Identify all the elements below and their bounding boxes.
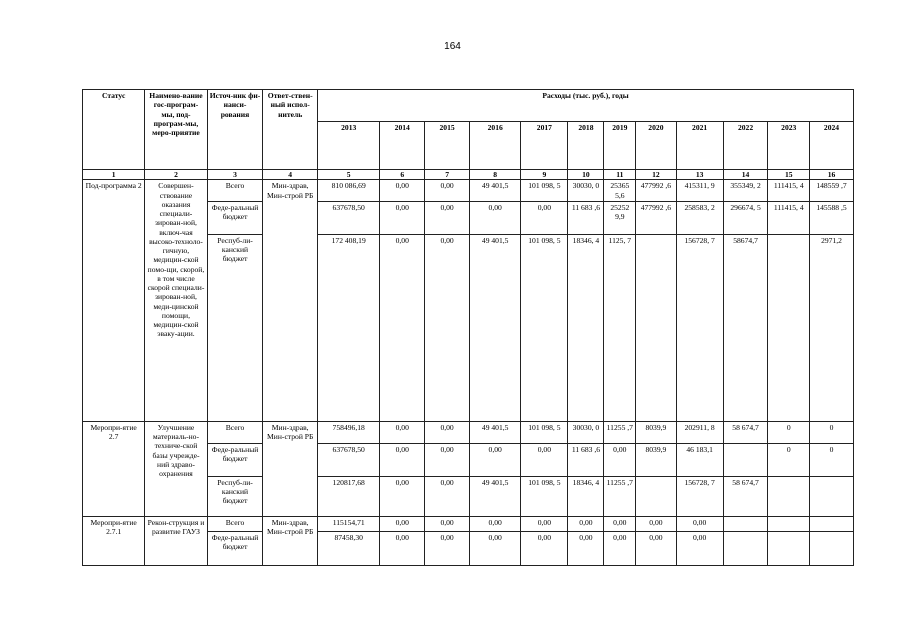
expense-value: 258583, 2 bbox=[676, 201, 723, 234]
header-year: 2021 bbox=[676, 122, 723, 170]
expense-value: 58 674,7 bbox=[723, 421, 768, 443]
expense-value: 0,00 bbox=[470, 516, 521, 531]
column-number: 13 bbox=[676, 170, 723, 180]
expense-value: 2971,2 bbox=[810, 234, 854, 421]
table-row bbox=[83, 516, 854, 531]
column-number: 14 bbox=[723, 170, 768, 180]
column-number: 3 bbox=[207, 170, 263, 180]
expense-value bbox=[810, 531, 854, 565]
expense-value bbox=[636, 476, 676, 516]
expense-value bbox=[723, 443, 768, 476]
header-executor: Ответ-ствен-ный испол-нитель bbox=[263, 90, 318, 170]
expense-value: 11255 ,7 bbox=[604, 476, 636, 516]
page-number: 164 bbox=[444, 41, 461, 52]
section-executor: Мин-здрав, Мин-строй РБ bbox=[263, 421, 318, 516]
expense-value: 758496,18 bbox=[318, 421, 380, 443]
expense-value: 49 401,5 bbox=[470, 476, 521, 516]
expense-value: 111415, 4 bbox=[768, 180, 810, 202]
expense-value: 49 401,5 bbox=[470, 234, 521, 421]
expense-value bbox=[810, 516, 854, 531]
expense-value: 0,00 bbox=[425, 180, 470, 202]
table-row bbox=[83, 180, 854, 202]
column-number: 6 bbox=[380, 170, 425, 180]
header-year: 2015 bbox=[425, 122, 470, 170]
expense-value: 58674,7 bbox=[723, 234, 768, 421]
expense-value: 172 408,19 bbox=[318, 234, 380, 421]
header-name: Наимено-вание гос-програм-мы, под-програм-мы, меро-приятие bbox=[145, 90, 207, 170]
column-number: 5 bbox=[318, 170, 380, 180]
expense-value: 156728, 7 bbox=[676, 234, 723, 421]
section-executor: Мин-здрав, Мин-строй РБ bbox=[263, 516, 318, 565]
expense-value: 0,00 bbox=[380, 201, 425, 234]
expense-value: 18346, 4 bbox=[568, 476, 604, 516]
expense-value: 0,00 bbox=[425, 443, 470, 476]
expense-value: 25252 9,9 bbox=[604, 201, 636, 234]
expense-value: 1125, 7 bbox=[604, 234, 636, 421]
expense-value: 0 bbox=[768, 443, 810, 476]
expense-value: 8039,9 bbox=[636, 443, 676, 476]
expense-value: 46 183,1 bbox=[676, 443, 723, 476]
expense-value: 156728, 7 bbox=[676, 476, 723, 516]
header-source: Источ-ник фи-нанси-рования bbox=[207, 90, 263, 170]
expense-value: 0,00 bbox=[425, 201, 470, 234]
header-year: 2022 bbox=[723, 122, 768, 170]
header-year: 2019 bbox=[604, 122, 636, 170]
expense-value: 810 086,69 bbox=[318, 180, 380, 202]
expense-value: 120817,68 bbox=[318, 476, 380, 516]
expense-value: 49 401,5 bbox=[470, 180, 521, 202]
expense-value: 8039,9 bbox=[636, 421, 676, 443]
funding-source: Феде-ральный бюджет bbox=[207, 201, 263, 234]
expense-value: 637678,50 bbox=[318, 443, 380, 476]
header-year: 2023 bbox=[768, 122, 810, 170]
expense-value: 101 098, 5 bbox=[521, 476, 568, 516]
expense-value: 0,00 bbox=[604, 443, 636, 476]
section-name: Рекон-струкция и развитие ГАУЗ bbox=[145, 516, 207, 565]
funding-source: Респуб-ли-канский бюджет bbox=[207, 476, 263, 516]
expense-value: 115154,71 bbox=[318, 516, 380, 531]
header-year: 2017 bbox=[521, 122, 568, 170]
funding-source: Феде-ральный бюджет bbox=[207, 531, 263, 565]
column-number: 10 bbox=[568, 170, 604, 180]
expense-value: 101 098, 5 bbox=[521, 234, 568, 421]
header-year: 2014 bbox=[380, 122, 425, 170]
expense-value: 58 674,7 bbox=[723, 476, 768, 516]
expense-value: 0 bbox=[810, 421, 854, 443]
expense-value: 0,00 bbox=[521, 516, 568, 531]
expense-value bbox=[768, 234, 810, 421]
expense-value: 101 098, 5 bbox=[521, 180, 568, 202]
section-name: Улучшение материаль-но-техниче-ской базы учрежде-ний здраво-охранения bbox=[145, 421, 207, 516]
expense-value: 30030, 0 bbox=[568, 421, 604, 443]
expense-value: 0,00 bbox=[521, 201, 568, 234]
expense-value: 0 bbox=[810, 443, 854, 476]
expense-value: 0,00 bbox=[380, 234, 425, 421]
expense-value bbox=[768, 531, 810, 565]
column-number: 16 bbox=[810, 170, 854, 180]
expense-value: 0,00 bbox=[470, 201, 521, 234]
section-executor: Мин-здрав, Мин-строй РБ bbox=[263, 180, 318, 422]
expense-value: 0,00 bbox=[521, 531, 568, 565]
expense-value bbox=[723, 531, 768, 565]
expense-value: 11 683 ,6 bbox=[568, 443, 604, 476]
expense-value: 0,00 bbox=[425, 421, 470, 443]
expense-value: 0,00 bbox=[676, 531, 723, 565]
column-number: 4 bbox=[263, 170, 318, 180]
expense-value: 49 401,5 bbox=[470, 421, 521, 443]
expense-value: 637678,50 bbox=[318, 201, 380, 234]
section-status: Меропри-ятие 2.7.1 bbox=[83, 516, 145, 565]
expense-value: 296674, 5 bbox=[723, 201, 768, 234]
header-status: Статус bbox=[83, 90, 145, 170]
expense-value: 0,00 bbox=[604, 531, 636, 565]
expense-value: 0,00 bbox=[425, 476, 470, 516]
expense-value bbox=[768, 476, 810, 516]
expense-value: 145588 ,5 bbox=[810, 201, 854, 234]
section-status: Меропри-ятие 2.7 bbox=[83, 421, 145, 516]
column-number: 2 bbox=[145, 170, 207, 180]
funding-source: Респуб-ли-канский бюджет bbox=[207, 234, 263, 421]
header-expenses: Расходы (тыс. руб.), годы bbox=[318, 90, 854, 122]
column-number: 11 bbox=[604, 170, 636, 180]
expense-value: 101 098, 5 bbox=[521, 421, 568, 443]
funding-source: Всего bbox=[207, 421, 263, 443]
expense-value: 0,00 bbox=[380, 443, 425, 476]
column-number: 15 bbox=[768, 170, 810, 180]
expense-value: 0,00 bbox=[380, 421, 425, 443]
table-row bbox=[83, 421, 854, 443]
expense-value: 25365 5,6 bbox=[604, 180, 636, 202]
expense-value: 111415, 4 bbox=[768, 201, 810, 234]
expense-value: 477992 ,6 bbox=[636, 201, 676, 234]
expense-value: 0,00 bbox=[470, 443, 521, 476]
header-year: 2020 bbox=[636, 122, 676, 170]
column-number: 9 bbox=[521, 170, 568, 180]
expense-value bbox=[723, 516, 768, 531]
expense-value: 0,00 bbox=[676, 516, 723, 531]
expense-value: 0,00 bbox=[380, 476, 425, 516]
expense-value: 18346, 4 bbox=[568, 234, 604, 421]
column-number: 7 bbox=[425, 170, 470, 180]
expense-value: 477992 ,6 bbox=[636, 180, 676, 202]
expense-value: 0,00 bbox=[380, 531, 425, 565]
expense-value: 0,00 bbox=[470, 531, 521, 565]
expense-value bbox=[768, 516, 810, 531]
section-name: Совершен-ствование оказания специали-зирован-ной, включ-чая высоко-техноло-гичную, медицин-ской помо-щи, скорой, в том числе скорой специали-зирован-ной, меди-цинской помощи, медицин-ской эваку-ации. bbox=[145, 180, 207, 422]
column-number: 1 bbox=[83, 170, 145, 180]
section-status: Под-программа 2 bbox=[83, 180, 145, 422]
expense-value: 0,00 bbox=[521, 443, 568, 476]
expense-value: 87458,30 bbox=[318, 531, 380, 565]
expense-value: 202911, 8 bbox=[676, 421, 723, 443]
expense-value: 0,00 bbox=[568, 516, 604, 531]
header-year: 2016 bbox=[470, 122, 521, 170]
header-year: 2018 bbox=[568, 122, 604, 170]
funding-source: Феде-ральный бюджет bbox=[207, 443, 263, 476]
expense-value: 11255 ,7 bbox=[604, 421, 636, 443]
expense-value: 0,00 bbox=[425, 516, 470, 531]
expense-value: 30030, 0 bbox=[568, 180, 604, 202]
expense-value bbox=[810, 476, 854, 516]
column-number: 8 bbox=[470, 170, 521, 180]
expense-value: 0,00 bbox=[380, 516, 425, 531]
expense-value: 0,00 bbox=[636, 531, 676, 565]
expense-value: 0,00 bbox=[568, 531, 604, 565]
budget-table bbox=[82, 89, 854, 566]
expense-value: 0,00 bbox=[636, 516, 676, 531]
expense-value: 355349, 2 bbox=[723, 180, 768, 202]
expense-value: 415311, 9 bbox=[676, 180, 723, 202]
expense-value: 0,00 bbox=[604, 516, 636, 531]
expense-value: 0,00 bbox=[425, 531, 470, 565]
expense-value bbox=[636, 234, 676, 421]
funding-source: Всего bbox=[207, 180, 263, 202]
expense-value: 11 683 ,6 bbox=[568, 201, 604, 234]
funding-source: Всего bbox=[207, 516, 263, 531]
header-year: 2024 bbox=[810, 122, 854, 170]
expense-value: 0,00 bbox=[380, 180, 425, 202]
header-year: 2013 bbox=[318, 122, 380, 170]
expense-value: 0 bbox=[768, 421, 810, 443]
expense-value: 148559 ,7 bbox=[810, 180, 854, 202]
expense-value: 0,00 bbox=[425, 234, 470, 421]
column-number: 12 bbox=[636, 170, 676, 180]
